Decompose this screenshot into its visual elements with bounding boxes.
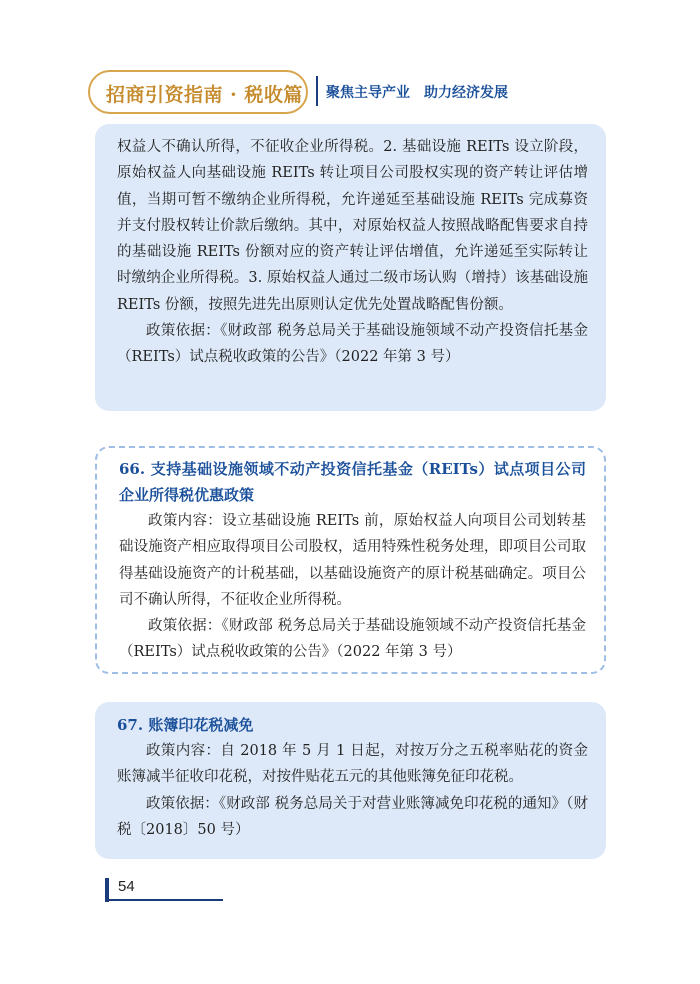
footer-underline [105, 899, 223, 901]
policy-card-continued [95, 124, 606, 411]
card1-basis: 政策依据：《财政部 税务总局关于基础设施领域不动产投资信托基金（REITs）试点税收政策的公告》（2022 年第 3 号） [117, 323, 588, 366]
item67-title: 67. 账簿印花税减免 [117, 716, 254, 734]
page-header [88, 70, 608, 114]
header-title: 招商引资指南 · 税收篇 [106, 84, 303, 106]
item66-title: 66. 支持基础设施领域不动产投资信托基金（REITs）试点项目公司企业所得税优惠政策 [119, 460, 586, 504]
header-title-pill [88, 70, 308, 114]
item67-content: 政策内容：自 2018 年 5 月 1 日起，对按万分之五税率贴花的资金账簿减半征收印花税，对按件贴花五元的其他账簿免征印花税。 [117, 743, 588, 786]
policy-card-67 [95, 702, 606, 859]
policy-card-66 [95, 446, 606, 674]
card1-content: 权益人不确认所得，不征收企业所得税。2. 基础设施 REITs 设立阶段，原始权益人向基础设施 REITs 转让项目公司股权实现的资产转让评估增值，当期可暂不缴纳企业所得税，允许递延至基础设施 REITs 完成募资并支付股权转让价款后缴纳。其中，对原始权益人按照战略配售要求自持的基础设施 REITs 份额对应的资产转让评估增值，允许递延至实际转让时缴纳企业所得税。3. 原始权益人通过二级市场认购（增持）该基础设施 REITs 份额，按照先进先出原则认定优先处置战略配售份额。 [117, 139, 588, 313]
item66-content: 政策内容：设立基础设施 REITs 前，原始权益人向项目公司划转基础设施资产相应取得项目公司股权，适用特殊性税务处理，即项目公司取得基础设施资产的计税基础，以基础设施资产的原计税基础确定。项目公司不确认所得，不征收企业所得税。 [119, 513, 586, 608]
header-slogan: 聚焦主导产业 助力经济发展 [326, 85, 508, 101]
item66-basis: 政策依据：《财政部 税务总局关于基础设施领域不动产投资信托基金（REITs）试点税收政策的公告》（2022 年第 3 号） [119, 618, 586, 661]
header-separator [316, 76, 318, 106]
page-number: 54 [118, 878, 135, 895]
item67-basis: 政策依据：《财政部 税务总局关于对营业账簿减免印花税的通知》（财税〔2018〕50 号） [117, 795, 588, 838]
